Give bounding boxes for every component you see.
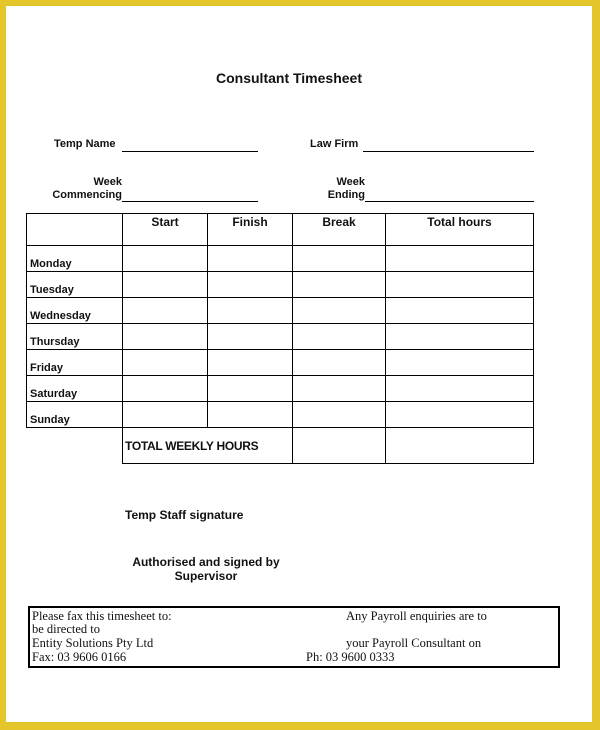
supervisor-signature-line1: Authorised and signed by xyxy=(132,555,280,569)
total-hours-cell[interactable] xyxy=(386,324,534,350)
start-cell[interactable] xyxy=(123,350,208,376)
break-cell[interactable] xyxy=(293,350,386,376)
timesheet-table xyxy=(26,213,534,464)
table-row xyxy=(27,350,534,376)
column-header-break: Break xyxy=(293,214,386,246)
week-ending-label xyxy=(306,176,365,202)
total-hours-cell[interactable] xyxy=(386,376,534,402)
table-row xyxy=(27,272,534,298)
page-title: Consultant Timesheet xyxy=(216,70,362,86)
day-label: Saturday xyxy=(27,376,123,402)
total-weekly-hours-cell[interactable] xyxy=(386,428,534,464)
table-row xyxy=(27,246,534,272)
total-row-blank xyxy=(27,428,123,464)
total-weekly-hours-label: TOTAL WEEKLY HOURS xyxy=(123,428,293,464)
total-hours-cell[interactable] xyxy=(386,298,534,324)
finish-cell[interactable] xyxy=(208,324,293,350)
total-row xyxy=(27,428,534,464)
start-cell[interactable] xyxy=(123,402,208,428)
start-cell[interactable] xyxy=(123,324,208,350)
timesheet-page xyxy=(6,6,592,722)
day-label: Tuesday xyxy=(27,272,123,298)
fax-instruction-line1: Please fax this timesheet to: xyxy=(32,609,172,623)
total-hours-cell[interactable] xyxy=(386,272,534,298)
law-firm-label: Law Firm xyxy=(310,138,359,150)
break-cell[interactable] xyxy=(293,324,386,350)
column-header-total-hours: Total hours xyxy=(386,214,534,246)
day-label: Sunday xyxy=(27,402,123,428)
start-cell[interactable] xyxy=(123,272,208,298)
payroll-enquiries-line2: your Payroll Consultant on xyxy=(346,636,482,650)
column-header-finish: Finish xyxy=(208,214,293,246)
law-firm-line[interactable] xyxy=(363,151,534,152)
total-hours-cell[interactable] xyxy=(386,402,534,428)
day-label: Wednesday xyxy=(27,298,123,324)
table-row xyxy=(27,376,534,402)
table-row xyxy=(27,298,534,324)
supervisor-signature-line2: Supervisor xyxy=(174,569,238,583)
start-cell[interactable] xyxy=(123,298,208,324)
fax-info-box xyxy=(28,606,560,668)
finish-cell[interactable] xyxy=(208,376,293,402)
company-name: Entity Solutions Pty Ltd xyxy=(32,636,154,650)
temp-staff-signature-label: Temp Staff signature xyxy=(125,508,244,522)
finish-cell[interactable] xyxy=(208,402,293,428)
phone-number: Ph: 03 9600 0333 xyxy=(306,650,395,664)
week-ending-line[interactable] xyxy=(365,201,534,202)
week-commencing-label xyxy=(46,176,122,202)
break-cell[interactable] xyxy=(293,298,386,324)
break-cell[interactable] xyxy=(293,272,386,298)
finish-cell[interactable] xyxy=(208,350,293,376)
break-cell[interactable] xyxy=(293,376,386,402)
fax-instruction-line2: be directed to xyxy=(32,622,101,636)
week-commencing-line[interactable] xyxy=(122,201,258,202)
break-cell[interactable] xyxy=(293,402,386,428)
total-hours-cell[interactable] xyxy=(386,350,534,376)
table-header-blank xyxy=(27,214,123,246)
payroll-enquiries-line1: Any Payroll enquiries are to xyxy=(346,609,487,623)
finish-cell[interactable] xyxy=(208,246,293,272)
day-label: Monday xyxy=(27,246,123,272)
day-label: Thursday xyxy=(27,324,123,350)
week-commencing-label-line2: Commencing xyxy=(52,189,122,201)
table-header-row xyxy=(27,214,534,246)
week-ending-label-line2: Ending xyxy=(327,189,365,201)
week-ending-label-line1: Week xyxy=(336,176,365,188)
supervisor-signature-label xyxy=(125,555,287,583)
finish-cell[interactable] xyxy=(208,298,293,324)
total-break-cell[interactable] xyxy=(293,428,386,464)
week-commencing-label-line1: Week xyxy=(93,176,122,188)
column-header-start: Start xyxy=(123,214,208,246)
temp-name-line[interactable] xyxy=(122,151,258,152)
start-cell[interactable] xyxy=(123,376,208,402)
table-row xyxy=(27,324,534,350)
break-cell[interactable] xyxy=(293,246,386,272)
fax-number: Fax: 03 9606 0166 xyxy=(32,650,127,664)
total-hours-cell[interactable] xyxy=(386,246,534,272)
start-cell[interactable] xyxy=(123,246,208,272)
table-row xyxy=(27,402,534,428)
temp-name-label: Temp Name xyxy=(54,138,116,150)
finish-cell[interactable] xyxy=(208,272,293,298)
day-label: Friday xyxy=(27,350,123,376)
